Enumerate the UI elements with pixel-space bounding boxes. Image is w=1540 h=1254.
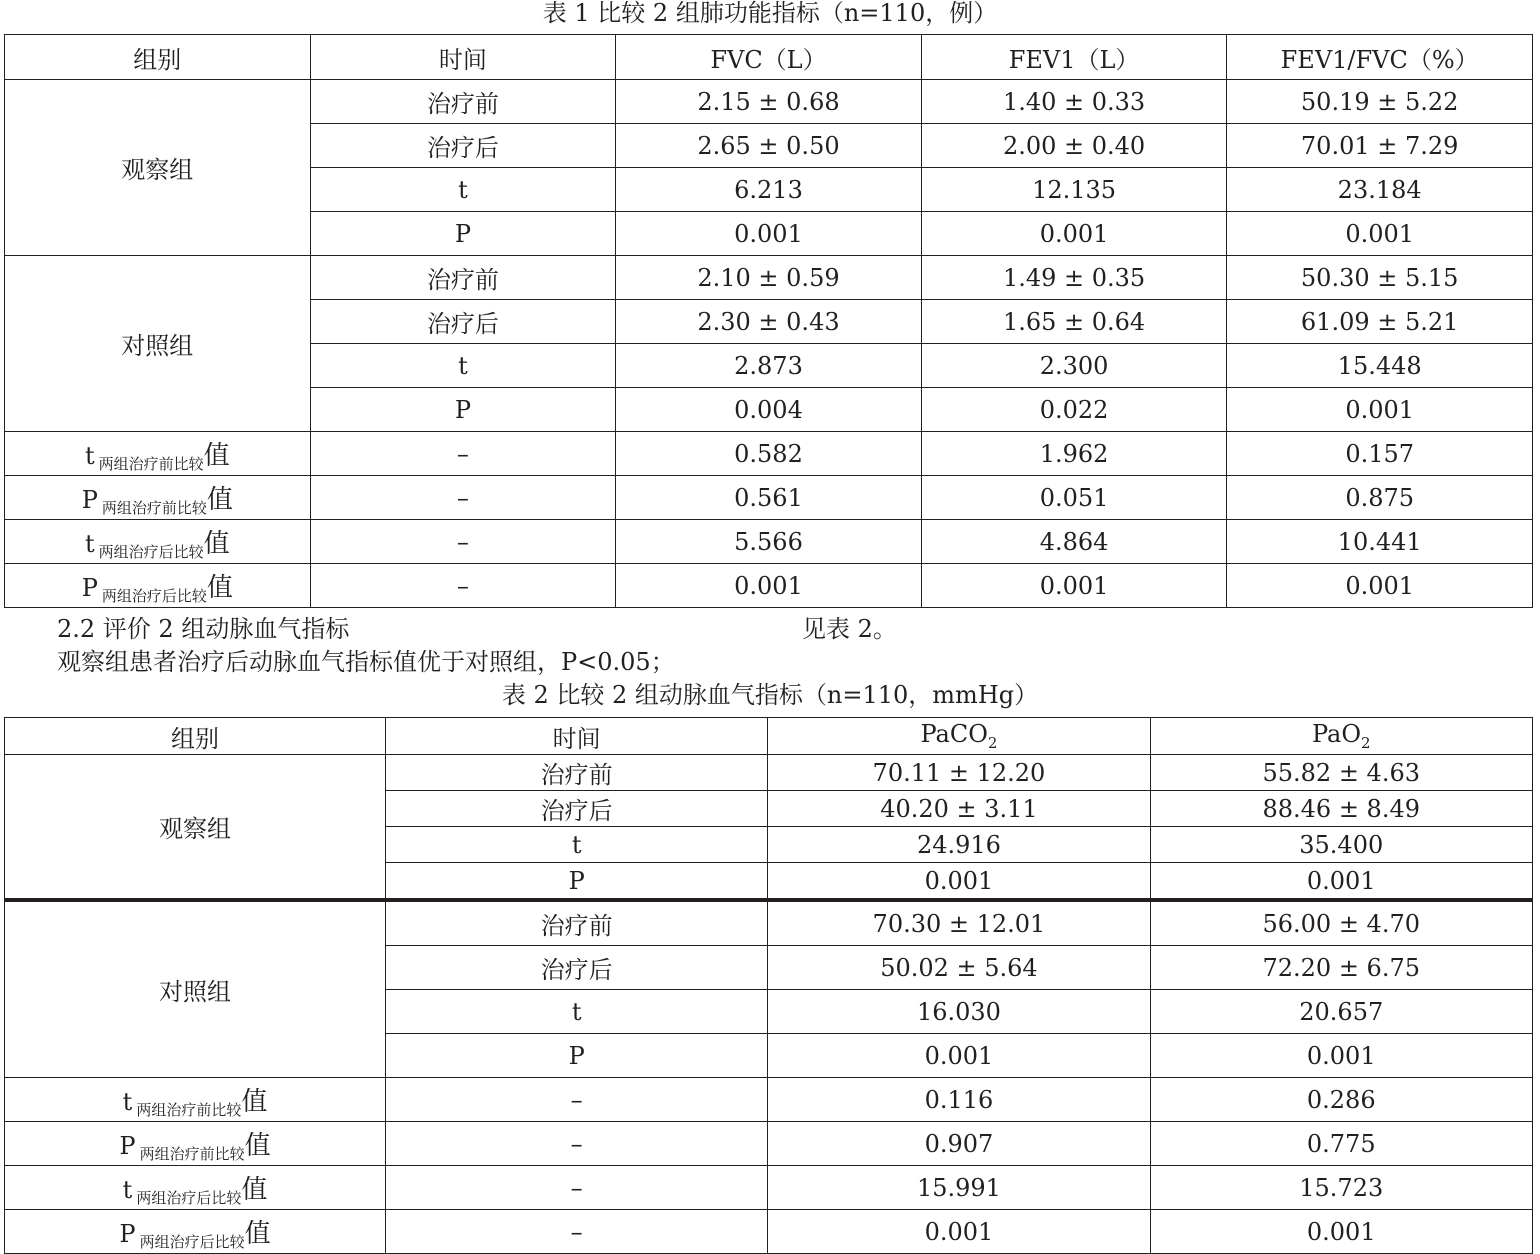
stat-label: [5, 432, 311, 476]
stat-symbol: P: [119, 1132, 136, 1160]
value-cell: 15.991: [768, 1166, 1150, 1210]
value-cell: 0.157: [1227, 432, 1533, 476]
time-cell: –: [386, 1166, 768, 1210]
time-cell: P: [310, 388, 616, 432]
stat-label: [5, 564, 311, 608]
header-row: [5, 718, 1533, 755]
time-cell: t: [310, 168, 616, 212]
header-main: PaCO: [920, 720, 988, 749]
time-cell: –: [386, 1210, 768, 1254]
time-cell: t: [386, 990, 768, 1034]
header-main: PaO: [1311, 720, 1361, 749]
stat-label: [5, 1122, 386, 1166]
value-cell: 0.001: [768, 1034, 1150, 1078]
header-subscript: 2: [987, 733, 998, 752]
table-row: [5, 476, 1533, 520]
value-cell: 20.657: [1150, 990, 1532, 1034]
table-row: [5, 755, 1533, 791]
value-cell: 0.001: [1150, 863, 1532, 901]
value-cell: 16.030: [768, 990, 1150, 1034]
value-cell: 24.916: [768, 827, 1150, 863]
value-cell: 1.962: [921, 432, 1227, 476]
value-cell: 0.001: [1150, 1034, 1532, 1078]
value-cell: 56.00 ± 4.70: [1150, 900, 1532, 946]
stat-label: [5, 1166, 386, 1210]
section-text: 观察组患者治疗后动脉血气指标值优于对照组，P<0.05；: [57, 648, 675, 676]
value-cell: 2.300: [921, 344, 1227, 388]
value-cell: 2.873: [616, 344, 922, 388]
stat-subscript: 两组治疗前比较: [139, 1145, 245, 1163]
table-row: [5, 256, 1533, 300]
time-cell: 治疗前: [386, 900, 768, 946]
time-cell: 治疗后: [310, 300, 616, 344]
stat-symbol: P: [81, 486, 98, 514]
section-heading: 2.2 评价 2 组动脉血气指标: [57, 615, 350, 643]
value-cell: 15.723: [1150, 1166, 1532, 1210]
table-row: [5, 1122, 1533, 1166]
time-cell: 治疗前: [310, 256, 616, 300]
stat-subscript: 两组治疗前比较: [98, 455, 204, 473]
stat-suffix: 值: [203, 529, 230, 559]
value-cell: 0.001: [616, 564, 922, 608]
column-header: FEV1（L）: [921, 35, 1227, 80]
table-row: [5, 1210, 1533, 1254]
value-cell: 4.864: [921, 520, 1227, 564]
value-cell: 35.400: [1150, 827, 1532, 863]
time-cell: –: [310, 432, 616, 476]
column-header: 时间: [310, 35, 616, 80]
column-header: [5, 718, 386, 755]
value-cell: 0.116: [768, 1078, 1150, 1122]
table-row: [5, 1166, 1533, 1210]
column-header: FVC（L）: [616, 35, 922, 80]
time-cell: 治疗前: [310, 80, 616, 124]
value-cell: 2.10 ± 0.59: [616, 256, 922, 300]
value-cell: 23.184: [1227, 168, 1533, 212]
value-cell: 10.441: [1227, 520, 1533, 564]
value-cell: 5.566: [616, 520, 922, 564]
value-cell: 0.561: [616, 476, 922, 520]
stat-symbol: P: [81, 574, 98, 602]
stat-suffix: 值: [203, 441, 230, 471]
column-header: [1150, 718, 1532, 755]
value-cell: 0.001: [921, 212, 1227, 256]
value-cell: 0.001: [616, 212, 922, 256]
column-header: [386, 718, 768, 755]
stat-suffix: 值: [206, 485, 233, 515]
column-header: 组别: [5, 35, 311, 80]
value-cell: 0.051: [921, 476, 1227, 520]
blood-gas-table: [4, 717, 1533, 1254]
value-cell: 6.213: [616, 168, 922, 212]
header-subscript: 2: [1361, 733, 1371, 752]
value-cell: 50.02 ± 5.64: [768, 946, 1150, 990]
time-cell: 治疗后: [386, 791, 768, 827]
value-cell: 0.001: [1150, 1210, 1532, 1254]
value-cell: 55.82 ± 4.63: [1150, 755, 1532, 791]
stat-suffix: 值: [244, 1219, 271, 1249]
group-name: 观察组: [5, 80, 311, 256]
header-main: 组别: [171, 724, 219, 753]
header-row: [5, 35, 1533, 80]
group-name: 观察组: [5, 755, 386, 901]
time-cell: t: [310, 344, 616, 388]
value-cell: 0.001: [1227, 212, 1533, 256]
value-cell: 0.907: [768, 1122, 1150, 1166]
time-cell: 治疗后: [310, 124, 616, 168]
stat-subscript: 两组治疗后比较: [136, 1189, 242, 1207]
stat-symbol: t: [84, 442, 95, 470]
value-cell: 50.19 ± 5.22: [1227, 80, 1533, 124]
value-cell: 0.582: [616, 432, 922, 476]
time-cell: t: [386, 827, 768, 863]
stat-label: [5, 476, 311, 520]
value-cell: 12.135: [921, 168, 1227, 212]
time-cell: P: [386, 1034, 768, 1078]
value-cell: 0.286: [1150, 1078, 1532, 1122]
group-name: 对照组: [5, 256, 311, 432]
column-header: FEV1/FVC（%）: [1227, 35, 1533, 80]
value-cell: 0.001: [768, 1210, 1150, 1254]
stat-symbol: P: [119, 1220, 136, 1248]
time-cell: –: [310, 564, 616, 608]
value-cell: 50.30 ± 5.15: [1227, 256, 1533, 300]
value-cell: 0.001: [921, 564, 1227, 608]
value-cell: 15.448: [1227, 344, 1533, 388]
value-cell: 2.65 ± 0.50: [616, 124, 922, 168]
value-cell: 0.875: [1227, 476, 1533, 520]
table-row: [5, 564, 1533, 608]
stat-label: [5, 520, 311, 564]
value-cell: 0.775: [1150, 1122, 1532, 1166]
stat-suffix: 值: [206, 573, 233, 603]
value-cell: 0.001: [768, 863, 1150, 901]
stat-suffix: 值: [241, 1087, 268, 1117]
stat-subscript: 两组治疗前比较: [136, 1101, 242, 1119]
value-cell: 72.20 ± 6.75: [1150, 946, 1532, 990]
stat-symbol: t: [122, 1088, 133, 1116]
time-cell: 治疗前: [386, 755, 768, 791]
stat-label: [5, 1210, 386, 1254]
stat-subscript: 两组治疗前比较: [101, 499, 207, 517]
value-cell: 2.15 ± 0.68: [616, 80, 922, 124]
time-cell: –: [310, 476, 616, 520]
table-row: [5, 900, 1533, 946]
stat-subscript: 两组治疗后比较: [98, 543, 204, 561]
table-row: [5, 432, 1533, 476]
value-cell: 70.30 ± 12.01: [768, 900, 1150, 946]
value-cell: 2.30 ± 0.43: [616, 300, 922, 344]
time-cell: P: [386, 863, 768, 901]
time-cell: –: [386, 1078, 768, 1122]
value-cell: 61.09 ± 5.21: [1227, 300, 1533, 344]
value-cell: 1.65 ± 0.64: [921, 300, 1227, 344]
group-name: 对照组: [5, 900, 386, 1078]
value-cell: 0.001: [1227, 564, 1533, 608]
value-cell: 1.40 ± 0.33: [921, 80, 1227, 124]
value-cell: 88.46 ± 8.49: [1150, 791, 1532, 827]
stat-symbol: t: [84, 530, 95, 558]
value-cell: 1.49 ± 0.35: [921, 256, 1227, 300]
stat-suffix: 值: [241, 1175, 268, 1205]
table-row: [5, 80, 1533, 124]
value-cell: 40.20 ± 3.11: [768, 791, 1150, 827]
time-cell: –: [386, 1122, 768, 1166]
stat-symbol: t: [122, 1176, 133, 1204]
table-row: [5, 520, 1533, 564]
table2-caption: 表 2 比较 2 组动脉血气指标（n=110，mmHg）: [501, 681, 1039, 709]
value-cell: 70.11 ± 12.20: [768, 755, 1150, 791]
stat-label: [5, 1078, 386, 1122]
value-cell: 0.004: [616, 388, 922, 432]
column-header: [768, 718, 1150, 755]
time-cell: 治疗后: [386, 946, 768, 990]
table1-caption: 表 1 比较 2 组肺功能指标（n=110，例）: [542, 0, 998, 27]
table-row: [5, 1078, 1533, 1122]
stat-suffix: 值: [244, 1131, 271, 1161]
value-cell: 2.00 ± 0.40: [921, 124, 1227, 168]
time-cell: –: [310, 520, 616, 564]
table-reference: 见表 2。: [802, 615, 897, 643]
stat-subscript: 两组治疗后比较: [139, 1233, 245, 1251]
lung-function-table: [4, 34, 1533, 608]
value-cell: 0.022: [921, 388, 1227, 432]
value-cell: 0.001: [1227, 388, 1533, 432]
stat-subscript: 两组治疗后比较: [101, 587, 207, 605]
time-cell: P: [310, 212, 616, 256]
header-main: 时间: [552, 724, 601, 753]
value-cell: 70.01 ± 7.29: [1227, 124, 1533, 168]
